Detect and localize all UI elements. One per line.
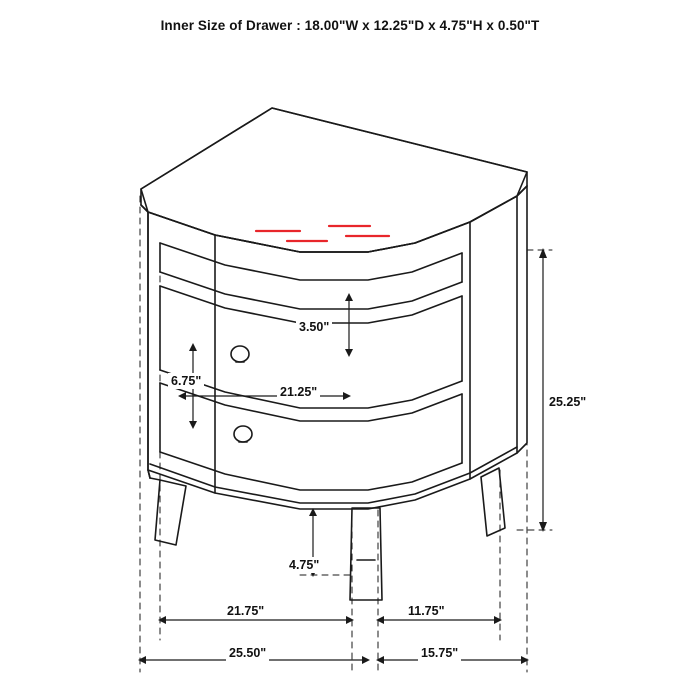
shelf-opening-bottom <box>160 272 462 309</box>
dim-3-50-arrow-bottom <box>345 349 353 357</box>
top-panel-front-edge <box>141 186 527 252</box>
dim-21-75-arrow-right <box>346 616 354 624</box>
dim-label-front-width: 21.75" <box>224 603 267 619</box>
dim-label-side-depth: 11.75" <box>405 603 448 619</box>
dim-label-overall-width: 25.50" <box>226 645 269 661</box>
dim-label-overall-height: 25.25" <box>546 394 589 410</box>
dim-21-25-arrow-left <box>178 392 186 400</box>
dim-25-50-arrow-left <box>138 656 146 664</box>
dim-label-lower-drawer-height: 6.75" <box>168 373 204 389</box>
dimension-lines <box>138 248 547 664</box>
dim-label-leg-height: 4.75" <box>286 557 322 573</box>
dim-6-75-arrow-top <box>189 343 197 351</box>
dim-15-75-arrow-left <box>376 656 384 664</box>
dim-15-75-arrow-right <box>521 656 529 664</box>
dim-21-75-arrow-left <box>158 616 166 624</box>
case-front-left-edge <box>150 478 160 480</box>
dim-3-50-arrow-top <box>345 293 353 301</box>
top-panel-top-face <box>141 108 527 252</box>
red-accent-marks <box>256 226 389 241</box>
leg-back-right <box>481 468 505 536</box>
shelf-opening-top <box>160 243 462 280</box>
dim-25-50-arrow-right <box>362 656 370 664</box>
extension-lines <box>140 186 552 672</box>
page-title: Inner Size of Drawer : 18.00"W x 12.25"D x 4.75"H x 0.50"T <box>160 18 540 33</box>
dim-11-75-arrow-left <box>376 616 384 624</box>
dim-6-75-arrow-bottom <box>189 421 197 429</box>
dim-label-drawer-front-height: 3.50" <box>296 319 332 335</box>
drawer-upper-top <box>160 286 462 323</box>
drawer-upper-knob <box>231 346 249 362</box>
dim-21-25-arrow-right <box>343 392 351 400</box>
drawer-lower-knob <box>234 426 252 442</box>
dim-11-75-arrow-right <box>494 616 502 624</box>
dim-label-overall-depth: 15.75" <box>418 645 461 661</box>
leg-front-center <box>350 508 382 600</box>
dim-label-drawer-front-width: 21.25" <box>277 384 320 400</box>
top-panel-outline <box>141 108 527 252</box>
